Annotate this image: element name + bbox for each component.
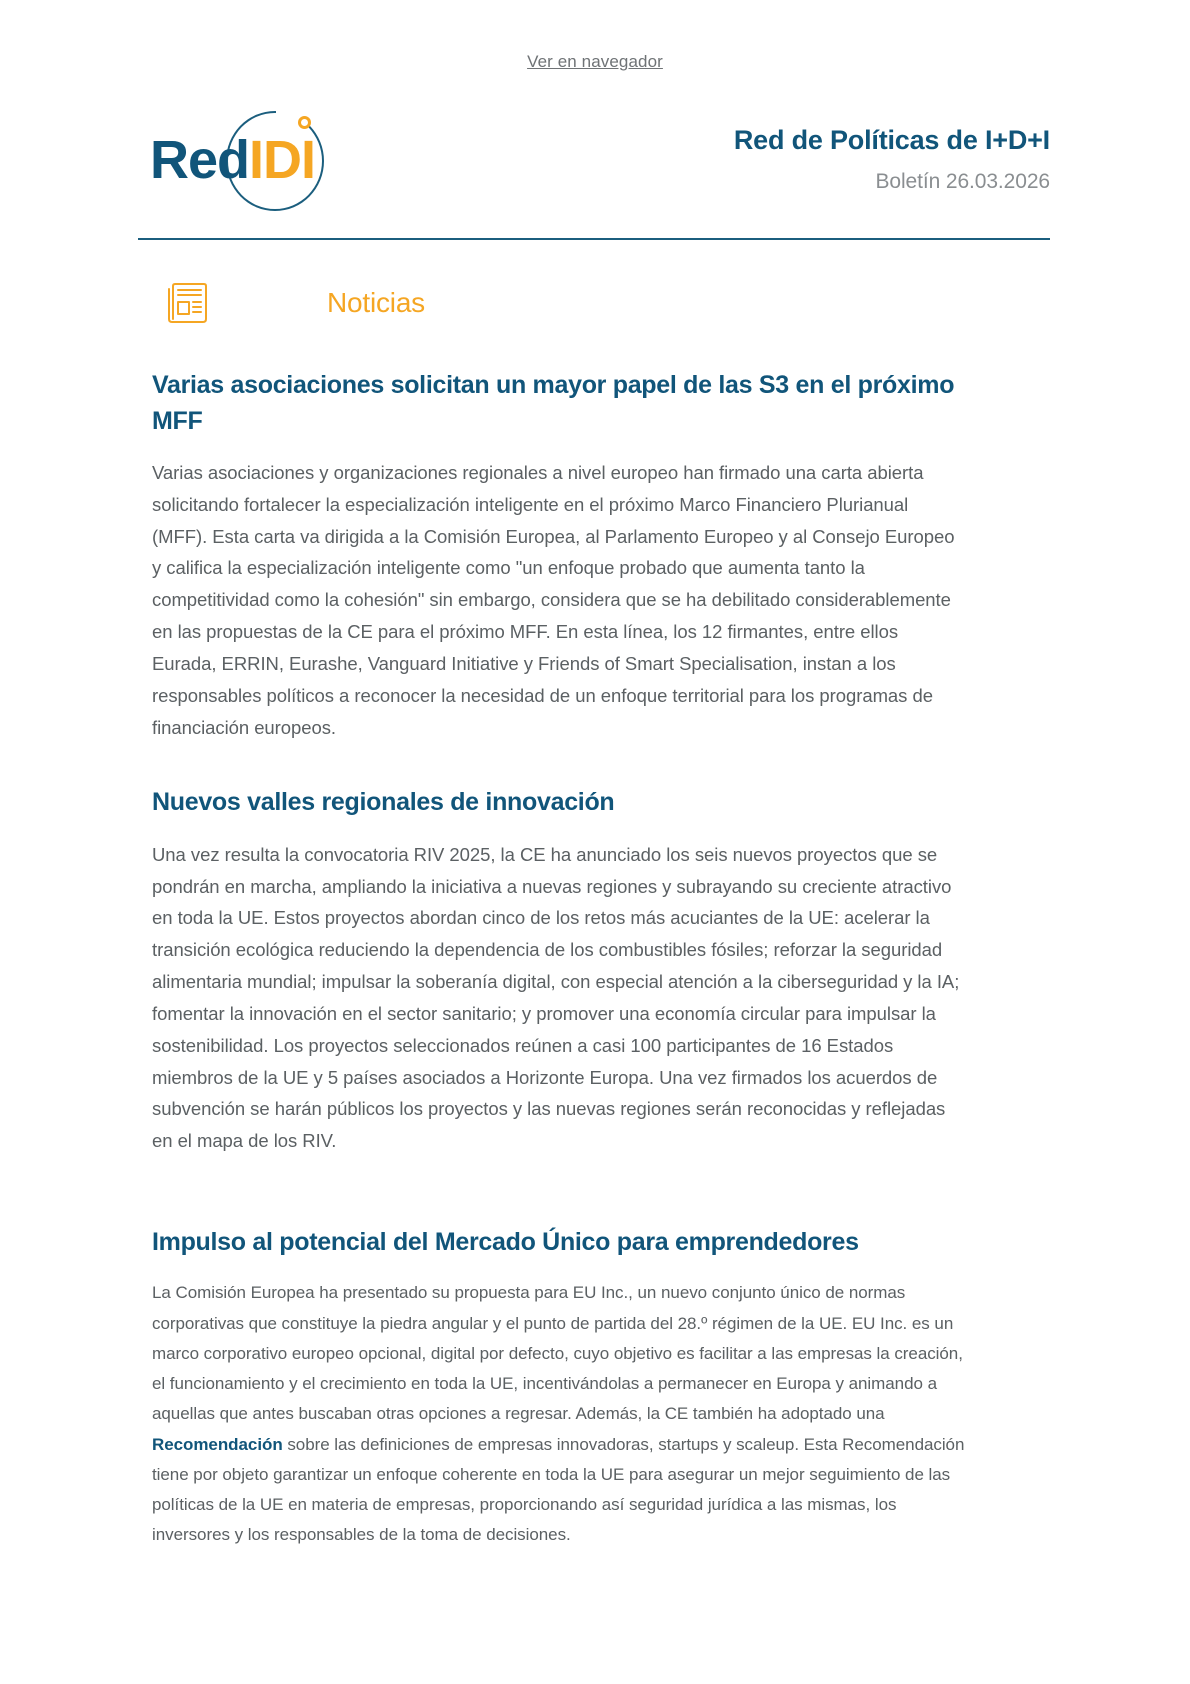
section-title: Noticias [327, 287, 425, 318]
section-header-noticias [165, 268, 1190, 338]
newsletter-header [0, 106, 1190, 216]
logo-wordmark [150, 130, 316, 190]
header-text-block [734, 124, 1050, 198]
redidi-logo[interactable] [150, 107, 360, 215]
article-body [152, 1278, 965, 1550]
article-spacer [152, 1157, 965, 1195]
view-in-browser-link[interactable]: Ver en navegador [527, 52, 663, 71]
header-divider [138, 238, 1050, 240]
articles-container [0, 368, 1190, 1551]
article-body-part-1: La Comisión Europea ha presentado su propuesta para EU Inc., un nuevo conjunto único de normas corporativas que constituye la piedra angular y el punto de partida del 28.º régimen de la UE. EU Inc. es un marco corporativo europeo opcional, digital por defecto, cuyo objetivo es facilitar a las empresas la creación, el funcionamiento y el crecimiento en toda la UE, incentivándolas a permanecer en Europa y animando a aquellas que antes buscaban otras opciones a regresar. Además, la CE también ha adoptado una [152, 1283, 963, 1424]
newspaper-icon [165, 281, 211, 325]
article-item [152, 785, 965, 1157]
article-body: Varias asociaciones y organizaciones regionales a nivel europeo han firmado una carta abierta solicitando fortalecer la especialización inteligente en el próximo Marco Financiero Plurianual (MFF). Esta carta va dirigida a la Comisión Europea, al Parlamento Europeo y al Consejo Europeo y califica la especialización inteligente como "un enfoque probado que aumenta tanto la competitividad como la cohesión" sin embargo, considera que se ha debilitado considerablemente en las propuestas de la CE para el próximo MFF. En esta línea, los 12 firmantes, entre ellos Eurada, ERRIN, Eurashe, Vanguard Initiative y Friends of Smart Specialisation, instan a los responsables políticos a reconocer la necesidad de un enfoque territorial para los programas de financiación europeos. [152, 462, 955, 738]
recomendacion-link[interactable]: Recomendación [152, 1434, 283, 1454]
article-title: Varias asociaciones solicitan un mayor papel de las S3 en el próximo MFF [152, 371, 955, 435]
dot-icon [298, 116, 311, 129]
article-title: Impulso al potencial del Mercado Único para emprendedores [152, 1227, 859, 1256]
article-body-part-2: sobre las definiciones de empresas innovadoras, startups y scaleup. Esta Recomendación tiene por objeto garantizar un enfoque coherente en toda la UE para asegurar un mejor seguimiento de las políticas de la UE en materia de empresas, proporcionando así seguridad jurídica a las mismas, los inversores y los responsables de la toma de decisiones. [152, 1434, 965, 1545]
logo-text-red: Red [150, 130, 250, 190]
article-body: Una vez resulta la convocatoria RIV 2025, la CE ha anunciado los seis nuevos proyectos que se pondrán en marcha, ampliando la iniciativa a nuevas regiones y subrayando su creciente atractivo en toda la UE. Estos proyectos abordan cinco de los retos más acuciantes de la UE: acelerar la transición ecológica reduciendo la dependencia de los combustibles fósiles; reforzar la seguridad alimentaria mundial; impulsar la soberanía digital, con especial atención a la ciberseguridad y la IA; fomentar la innovación en el sector sanitario; y promover una economía circular para impulsar la sostenibilidad. Los proyectos seleccionados reúnen a casi 100 participantes de 16 Estados miembros de la UE y 5 países asociados a Horizonte Europa. Una vez firmados los acuerdos de subvención se harán públicos los proyectos y las nuevas regiones serán reconocidas y reflejadas en el mapa de los RIV. [152, 843, 960, 1152]
logo-text-idi: IDI [249, 130, 316, 190]
preheader [0, 52, 1190, 72]
article-title: Nuevos valles regionales de innovación [152, 788, 615, 817]
article-item [152, 1225, 965, 1551]
article-item [152, 368, 965, 743]
bulletin-date: Boletín 26.03.2026 [875, 169, 1050, 193]
page-title: Red de Políticas de I+D+I [733, 125, 1050, 156]
